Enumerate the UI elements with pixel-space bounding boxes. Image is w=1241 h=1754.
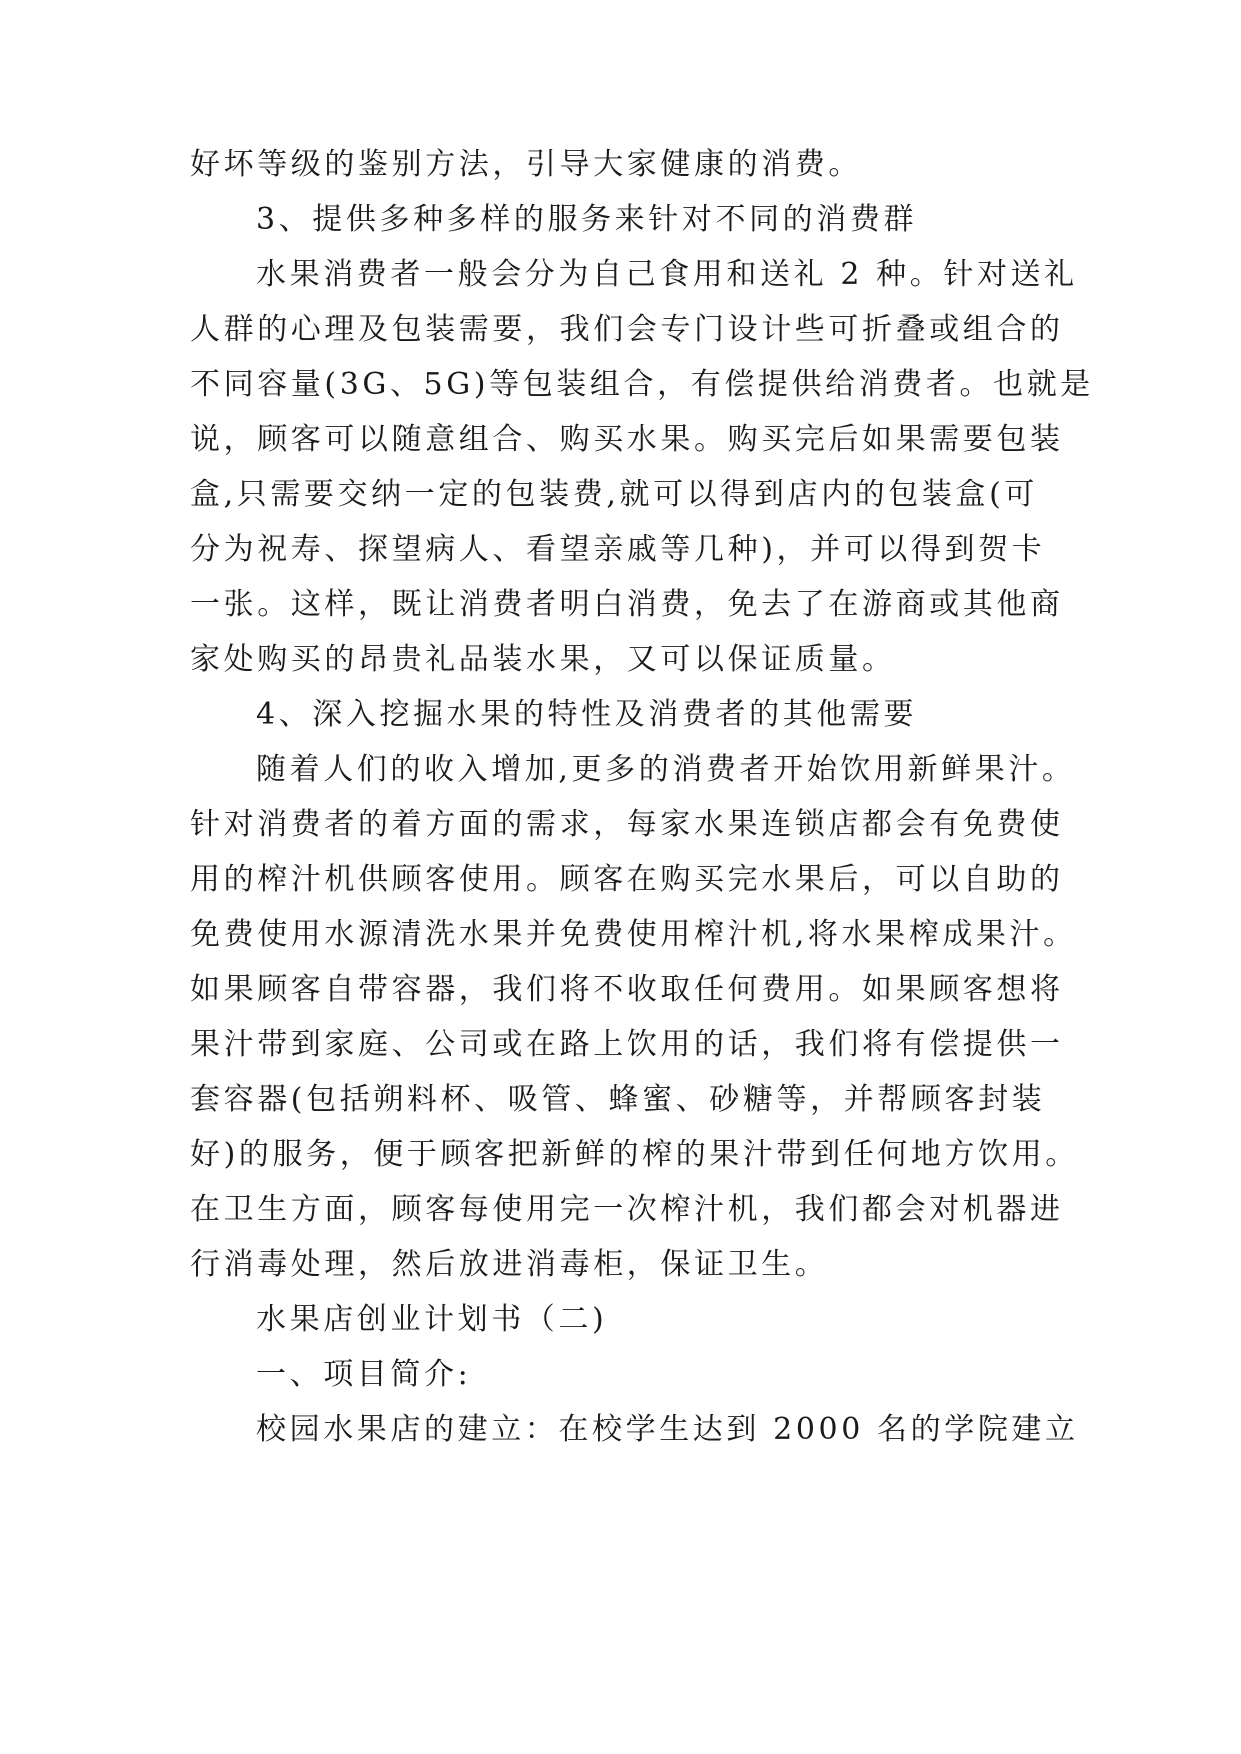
text-line: 校园水果店的建立：在校学生达到 2000 名的学院建立: [256, 1412, 1079, 1447]
section-heading: 4、深入挖掘水果的特性及消费者的其他需要: [256, 697, 918, 732]
section-heading: 一、项目简介:: [256, 1357, 472, 1392]
text-line: 水果消费者一般会分为自己食用和送礼 2 种。针对送礼: [256, 257, 1078, 292]
text-line: 套容器(包括朔料杯、吸管、蜂蜜、砂糖等，并帮顾客封装: [190, 1082, 1046, 1117]
text-line: 一张。这样，既让消费者明白消费，免去了在游商或其他商: [190, 587, 1064, 622]
text-line: 果汁带到家庭、公司或在路上饮用的话，我们将有偿提供一: [190, 1027, 1064, 1062]
text-line: 不同容量(3G、5G)等包装组合，有偿提供给消费者。也就是: [190, 367, 1094, 402]
text-line: 分为祝寿、探望病人、看望亲戚等几种)，并可以得到贺卡: [190, 532, 1046, 567]
text-line: 人群的心理及包装需要，我们会专门设计些可折叠或组合的: [190, 312, 1064, 347]
text-line: 针对消费者的着方面的需求，每家水果连锁店都会有免费使: [190, 807, 1064, 842]
text-line: 行消毒处理，然后放进消毒柜，保证卫生。: [190, 1247, 829, 1282]
text-line: 盒,只需要交纳一定的包装费,就可以得到店内的包装盒(可: [190, 477, 1038, 512]
text-line: 好)的服务，便于顾客把新鲜的榨的果汁带到任何地方饮用。: [190, 1137, 1079, 1172]
text-line: 用的榨汁机供顾客使用。顾客在购买完水果后，可以自助的: [190, 862, 1064, 897]
text-line: 免费使用水源清洗水果并免费使用榨汁机,将水果榨成果汁。: [190, 917, 1077, 952]
subtitle: 水果店创业计划书（二): [256, 1302, 608, 1337]
text-line: 说，顾客可以随意组合、购买水果。购买完后如果需要包装: [190, 422, 1064, 457]
text-line: 在卫生方面，顾客每使用完一次榨汁机，我们都会对机器进: [190, 1192, 1064, 1227]
section-heading: 3、提供多种多样的服务来针对不同的消费群: [256, 202, 918, 237]
text-line: 如果顾客自带容器，我们将不收取任何费用。如果顾客想将: [190, 972, 1064, 1007]
text-line: 随着人们的收入增加,更多的消费者开始饮用新鲜果汁。: [256, 752, 1076, 787]
text-line: 好坏等级的鉴别方法，引导大家健康的消费。: [190, 147, 862, 182]
text-line: 家处购买的昂贵礼品装水果，又可以保证质量。: [190, 642, 896, 677]
